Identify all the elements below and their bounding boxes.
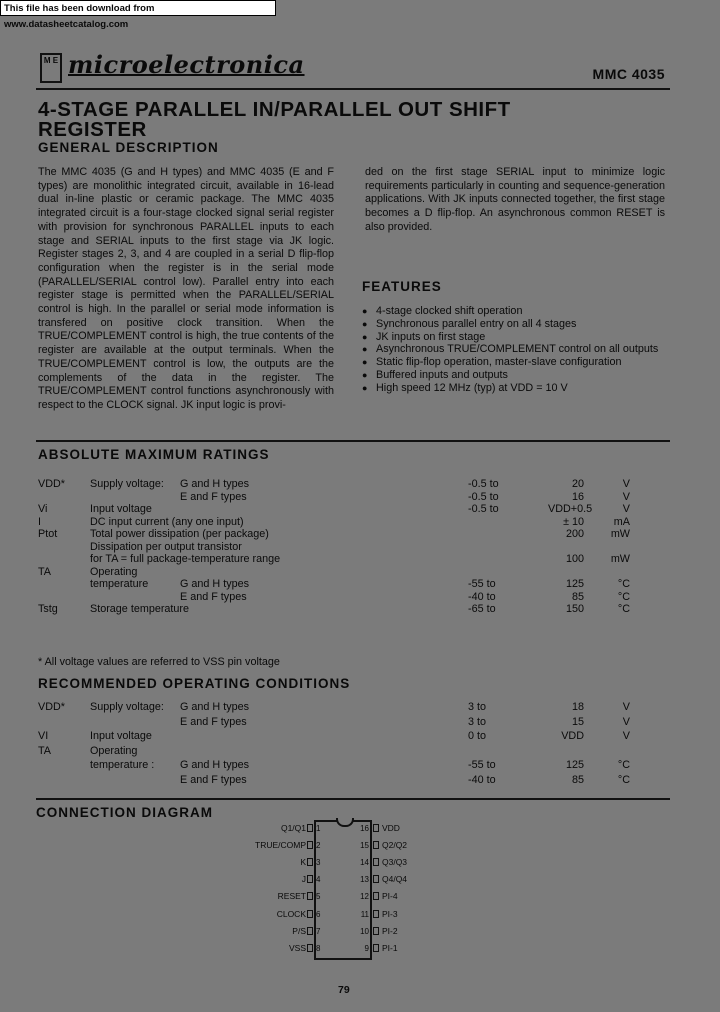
cell-param: Input voltage — [90, 730, 152, 742]
abs-max-heading: ABSOLUTE MAXIMUM RATINGS — [38, 447, 270, 462]
cell-sym: I — [38, 515, 41, 528]
page-number: 79 — [338, 984, 350, 996]
cell-min: -40 to — [468, 590, 496, 603]
pin-left — [307, 944, 313, 952]
pin-label-right: PI-4 — [382, 891, 398, 902]
cell-min: -0.5 to — [468, 478, 499, 490]
pin-label-right: PI-3 — [382, 908, 398, 919]
pin-label-left: P/S — [292, 925, 306, 936]
pin-right — [373, 892, 379, 900]
cell-max: 15 — [571, 715, 584, 728]
features-list — [362, 305, 668, 395]
feature-item: ● Buffered inputs and outputs — [362, 369, 668, 382]
pin-left — [307, 892, 313, 900]
cell-param: temperature — [90, 578, 149, 590]
cell-max: VDD — [561, 730, 584, 742]
cell-max: 85 — [571, 773, 584, 786]
title-line-2: REGISTER — [38, 118, 147, 141]
pin-left — [307, 875, 313, 883]
section-rule — [36, 798, 670, 800]
pin-number: 5 — [316, 892, 321, 902]
pin-number: 12 — [360, 892, 369, 902]
connection-diagram-heading: CONNECTION DIAGRAM — [36, 805, 213, 820]
feature-item: ● JK inputs on first stage — [362, 331, 668, 344]
pin-label-left: TRUE/COMP — [255, 840, 306, 851]
pin-label-left: K — [300, 857, 306, 868]
pin-right — [373, 927, 379, 935]
general-description-heading: GENERAL DESCRIPTION — [38, 140, 219, 155]
pin-right — [373, 910, 379, 918]
cell-min: -55 to — [468, 759, 496, 771]
cell-min: 3 to — [468, 701, 487, 713]
abs-max-table — [38, 478, 672, 628]
part-number: MMC 4035 — [592, 66, 665, 82]
cell-param: Input voltage — [90, 503, 152, 515]
pin-label-right: Q2/Q2 — [382, 840, 408, 851]
pin-number: 6 — [316, 909, 321, 919]
cell-unit: °C — [617, 578, 630, 590]
cell-sym: Vi — [38, 503, 48, 515]
cell-unit: V — [622, 701, 630, 713]
footnote: * All voltage values are referred to VSS pin voltage — [38, 656, 280, 668]
cell-unit: V — [622, 503, 630, 515]
section-rule — [36, 440, 670, 442]
cell-param: DC input current (any one input) — [90, 515, 244, 528]
cell-sub: E and F types — [180, 590, 247, 603]
cell-min: -40 to — [468, 773, 496, 786]
cell-sub: E and F types — [180, 490, 247, 503]
pin-number: 10 — [360, 926, 369, 936]
cell-unit: V — [622, 730, 630, 742]
pin-left — [307, 841, 313, 849]
logo-wordmark: microelectronica — [68, 50, 305, 79]
cell-param: Supply voltage: — [90, 701, 164, 713]
cell-unit: mA — [613, 515, 630, 528]
feature-item: ● High speed 12 MHz (typ) at VDD = 10 V — [362, 382, 668, 395]
cell-unit: V — [622, 490, 630, 503]
cell-param: Storage temperature — [90, 603, 190, 615]
cell-sub: E and F types — [180, 715, 247, 728]
cell-max: VDD+0.5 — [548, 503, 593, 515]
cell-param: Operating — [90, 565, 138, 578]
logo-mark: M E — [40, 53, 62, 83]
features-heading: FEATURES — [362, 279, 442, 294]
pin-right — [373, 841, 379, 849]
cell-unit: °C — [617, 603, 630, 615]
pin-number: 14 — [360, 858, 369, 868]
rec-op-heading: RECOMMENDED OPERATING CONDITIONS — [38, 676, 351, 691]
cell-param: Total power dissipation (per package) — [90, 528, 269, 540]
cell-sym: Tstg — [38, 603, 58, 615]
cell-param: for TA = full package-temperature range — [90, 553, 281, 565]
pin-label-left: VSS — [288, 942, 306, 953]
pin-label-right: Q3/Q3 — [382, 857, 408, 868]
cell-min: 0 to — [468, 730, 487, 742]
cell-max: ± 10 — [563, 515, 584, 528]
pin-label-left: RESET — [277, 891, 306, 902]
cell-max: 20 — [571, 478, 584, 490]
pin-left — [307, 824, 313, 832]
pin-number: 11 — [360, 909, 369, 919]
cell-max: 100 — [565, 553, 584, 565]
cell-param: Operating — [90, 744, 138, 757]
pin-label-right: Q4/Q4 — [382, 874, 408, 885]
title-line-1: 4-STAGE PARALLEL IN/PARALLEL OUT SHIFT — [38, 98, 511, 121]
pin-label-right: VDD — [382, 823, 400, 833]
rec-op-table — [38, 701, 672, 796]
pin-number: 7 — [316, 926, 321, 936]
feature-item: ● Synchronous parallel entry on all 4 stages — [362, 318, 668, 331]
cell-sub: G and H types — [180, 759, 250, 771]
cell-sym: Ptot — [38, 528, 58, 540]
pin-left — [307, 858, 313, 866]
cell-unit: °C — [617, 759, 630, 771]
general-description-right: ded on the first stage SERIAL input to minimize logic requirements particularly in counting and sequence-generation applications. With JK inputs connected together, the first stage becomes a D flip-flop. An asynchronous common RESET is also provided. — [365, 166, 665, 233]
cell-min: 3 to — [468, 715, 487, 728]
cell-max: 18 — [571, 701, 584, 713]
cell-sym: TA — [38, 744, 51, 757]
pin-left — [307, 927, 313, 935]
pin-label-left: CLOCK — [276, 908, 306, 919]
feature-item: ● 4-stage clocked shift operation — [362, 305, 668, 318]
cell-sym: VI — [38, 730, 49, 742]
cell-sym: VDD* — [38, 701, 65, 713]
pin-number: 8 — [316, 943, 321, 953]
pin-right — [373, 858, 379, 866]
cell-param: Dissipation per output transistor — [90, 540, 242, 553]
cell-max: 200 — [565, 528, 584, 540]
cell-max: 85 — [571, 590, 584, 603]
document-title — [38, 100, 511, 140]
feature-item: ● Asynchronous TRUE/COMPLEMENT control on all outputs — [362, 343, 668, 356]
pin-number: 16 — [360, 824, 369, 833]
pin-number: 4 — [316, 875, 321, 885]
cell-unit: V — [622, 715, 630, 728]
feature-item: ● Static flip-flop operation, master-slave configuration — [362, 356, 668, 369]
cell-unit: °C — [617, 590, 630, 603]
pin-label-left: J — [301, 874, 306, 885]
pin-number: 9 — [364, 943, 369, 953]
pin-right — [373, 875, 379, 883]
cell-sub: G and H types — [180, 478, 250, 490]
pin-right — [373, 944, 379, 952]
cell-sym: TA — [38, 565, 51, 578]
cell-param: Supply voltage: — [90, 478, 164, 490]
pin-label-right: PI-2 — [382, 925, 398, 936]
cell-unit: V — [622, 478, 630, 490]
pin-left — [307, 910, 313, 918]
cell-param: temperature : — [90, 759, 155, 771]
cell-min: -0.5 to — [468, 490, 499, 503]
pin-number: 13 — [360, 875, 369, 885]
cell-min: -65 to — [468, 603, 496, 615]
cell-sub: G and H types — [180, 578, 250, 590]
pin-label-right: PI-1 — [382, 942, 398, 953]
pin-number: 2 — [316, 841, 321, 851]
cell-sub: E and F types — [180, 773, 247, 786]
cell-unit: mW — [610, 553, 630, 565]
cell-max: 16 — [571, 490, 584, 503]
cell-unit: °C — [617, 773, 630, 786]
cell-sub: G and H types — [180, 701, 250, 713]
header-rule — [36, 88, 670, 90]
pin-label-left: Q1/Q1 — [280, 823, 306, 833]
cell-max: 125 — [565, 578, 584, 590]
cell-min: -0.5 to — [468, 503, 499, 515]
cell-max: 125 — [565, 759, 584, 771]
pin-number: 3 — [316, 858, 321, 868]
download-banner: This file has been download from www.datasheetcatalog.com — [0, 0, 276, 16]
cell-unit: mW — [610, 528, 630, 540]
cell-max: 150 — [565, 603, 584, 615]
cell-min: -55 to — [468, 578, 496, 590]
general-description-left: The MMC 4035 (G and H types) and MMC 4035 (E and F types) are monolithic integrated circuit, available in 16-lead dual in-line plastic or ceramic package. The MMC 4035 integrated circuit is a four-stage clocked signal serial register with provision for synchronous PARALLEL inputs to each stage and SERIAL inputs to the first stage via JK logic. Register stages 2, 3, and 4 are coupled in a serial D flip-flop configuration when the register is in the serial mode (PARALLEL/SERIAL control low). Parallel entry into each register stage is permitted when the PARALLEL/SERIAL control is high. In the parallel or serial mode information is transfered on positive clock transition. When the TRUE/COMPLEMENT control is high, the true contents of the register are available at the output terminals. When the TRUE/COMPLEMENT control is low, the outputs are the complements of the data in the register. The TRUE/COMPLEMENT control functions asynchronously with respect to the CLOCK signal. JK input logic is provi- — [38, 166, 334, 411]
pin-right — [373, 824, 379, 832]
cell-sym: VDD* — [38, 478, 65, 490]
pin-number: 1 — [316, 824, 321, 833]
pin-number: 15 — [360, 841, 369, 851]
